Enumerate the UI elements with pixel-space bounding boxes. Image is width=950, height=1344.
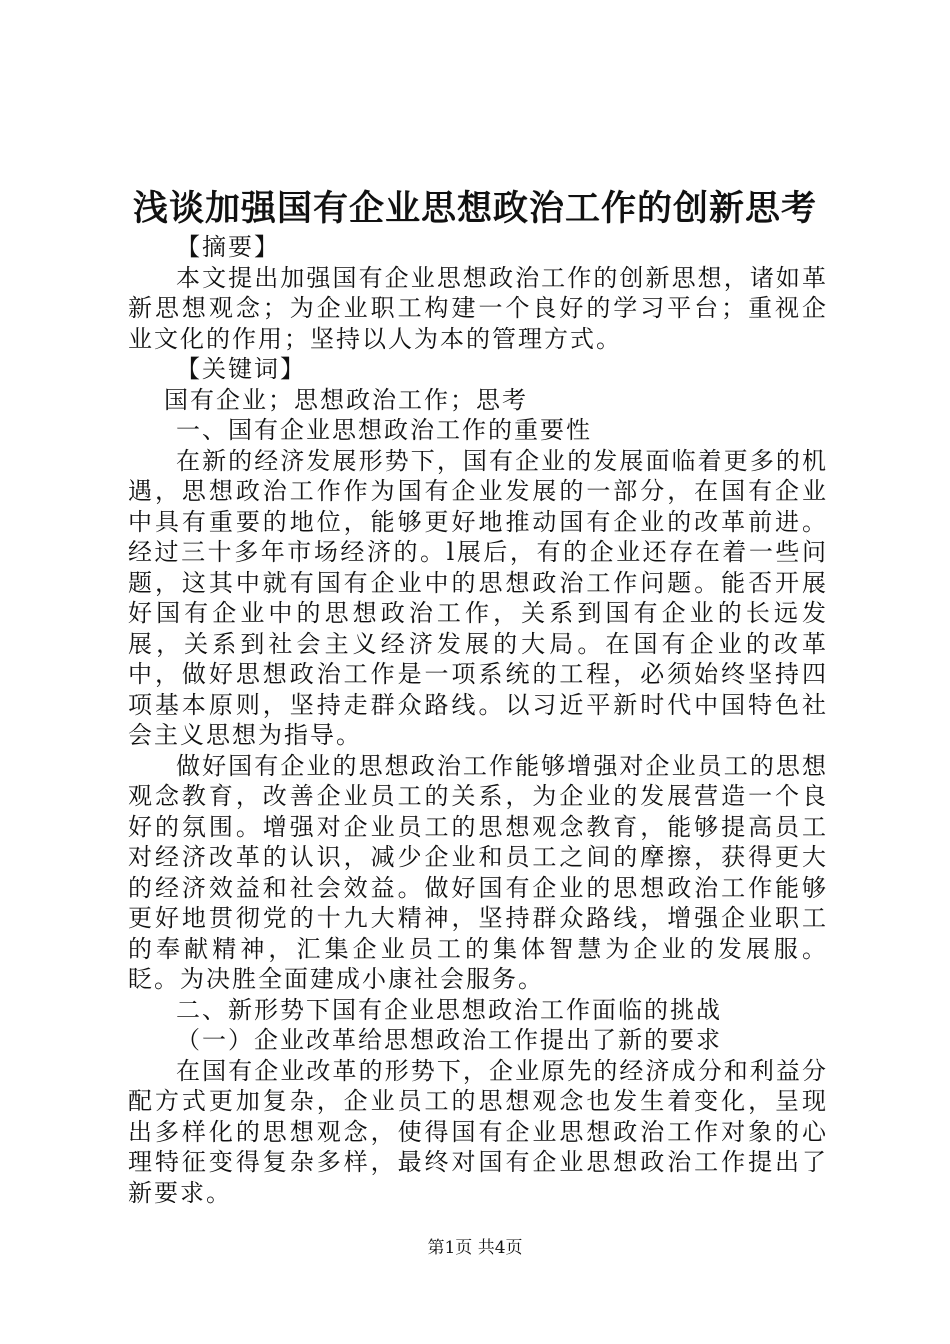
section-1-paragraph-2: 做好国有企业的思想政治工作能够增强对企业员工的思想观念教育，改善企业员工的关系，为企业的发展营造一个良好的氛围。增强对企业员工的思想观念教育，能够提高员工对经济改革的认识，减少企业和员工之间的摩擦，获得更大的经济效益和社会效益。做好国有企业的思想政治工作能够更好地贯彻党的十九大精神，坚持群众路线，增强企业职工的奉献精神，汇集企业员工的集体智慧为企业的发展服。眨。为决胜全面建成小康社会服务。 xyxy=(128,751,828,993)
subsection-heading-2-1: （一）企业改革给思想政治工作提出了新的要求 xyxy=(176,1026,722,1054)
abstract-text: 本文提出加强国有企业思想政治工作的创新思想，诸如革新思想观念；为企业职工构建一个良好的学习平台；重视企业文化的作用；坚持以人为本的管理方式。 xyxy=(128,263,828,353)
abstract-label: 【摘要】 xyxy=(176,233,280,261)
section-heading-2: 二、新形势下国有企业思想政治工作面临的挑战 xyxy=(176,995,722,1024)
page-indicator: 第1页 共4页 xyxy=(427,1238,523,1258)
document-body xyxy=(128,232,828,1208)
keywords-text: 国有企业；思想政治工作；思考 xyxy=(164,385,528,414)
document-title: 浅谈加强国有企业思想政治工作的创新思考 xyxy=(132,188,817,229)
keywords-label: 【关键词】 xyxy=(176,355,306,383)
section-2-paragraph-1: 在国有企业改革的形势下，企业原先的经济成分和利益分配方式更加复杂，企业员工的思想观念也发生着变化，呈现出多样化的思想观念，使得国有企业思想政治工作对象的心理特征变得复杂多样，最终对国有企业思想政治工作提出了新要求。 xyxy=(128,1056,828,1207)
section-1-paragraph-1: 在新的经济发展形势下，国有企业的发展面临着更多的机遇，思想政治工作作为国有企业发展的一部分，在国有企业中具有重要的地位，能够更好地推动国有企业的改革前进。经过三十多年市场经济的。l展后，有的企业还存在着一些问题，这其中就有国有企业中的思想政治工作问题。能否开展好国有企业中的思想政治工作，关系到国有企业的长远发展，关系到社会主义经济发展的大局。在国有企业的改革中，做好思想政治工作是一项系统的工程，必须始终坚持四项基本原则，坚持走群众路线。以习近平新时代中国特色社会主义思想为指导。 xyxy=(128,446,828,749)
section-heading-1: 一、国有企业思想政治工作的重要性 xyxy=(176,416,592,444)
